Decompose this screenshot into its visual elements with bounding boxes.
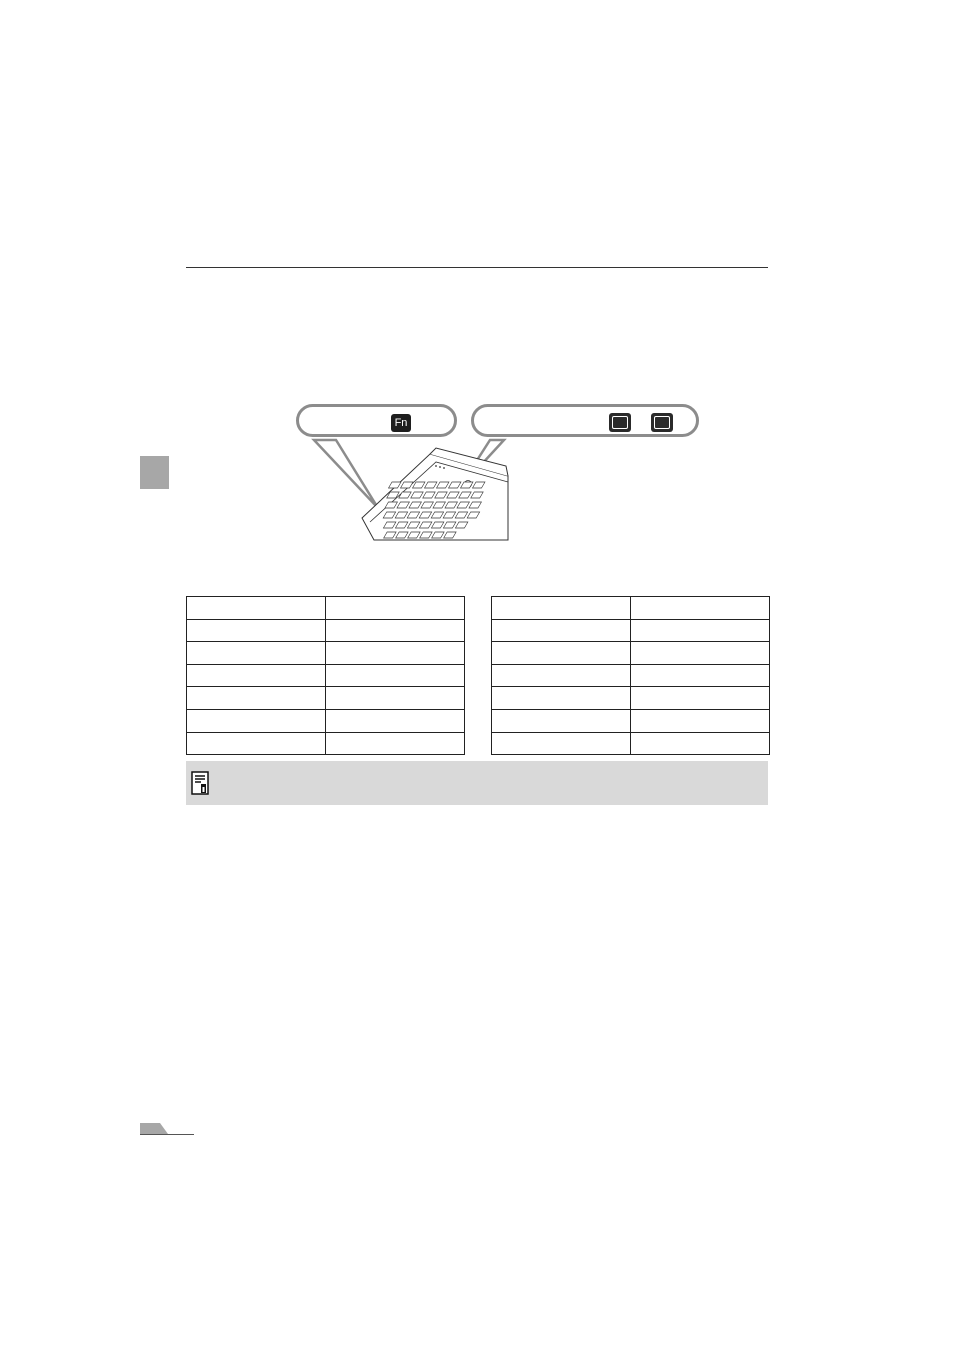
table-row	[492, 709, 770, 732]
display-toggle-icon	[609, 413, 631, 432]
table-row	[187, 597, 465, 620]
fn-key-icon: Fn	[391, 414, 411, 432]
table-row	[187, 687, 465, 710]
table-row	[187, 709, 465, 732]
spec-table-right	[491, 596, 770, 755]
table-row	[187, 619, 465, 642]
chapter-tab	[140, 456, 169, 489]
table-row	[492, 597, 770, 620]
table-row	[492, 664, 770, 687]
table-row	[187, 664, 465, 687]
laptop-keyboard-illustration	[290, 430, 520, 545]
header-rule	[186, 267, 768, 268]
display-toggle-icon	[651, 413, 673, 432]
table-row	[187, 642, 465, 665]
table-row	[492, 619, 770, 642]
spec-table-left	[186, 596, 465, 755]
table-row	[492, 642, 770, 665]
table-row	[492, 687, 770, 710]
table-row	[492, 732, 770, 755]
footer-rule	[140, 1134, 194, 1135]
table-row	[187, 732, 465, 755]
note-box	[186, 761, 768, 805]
note-icon	[191, 771, 209, 795]
